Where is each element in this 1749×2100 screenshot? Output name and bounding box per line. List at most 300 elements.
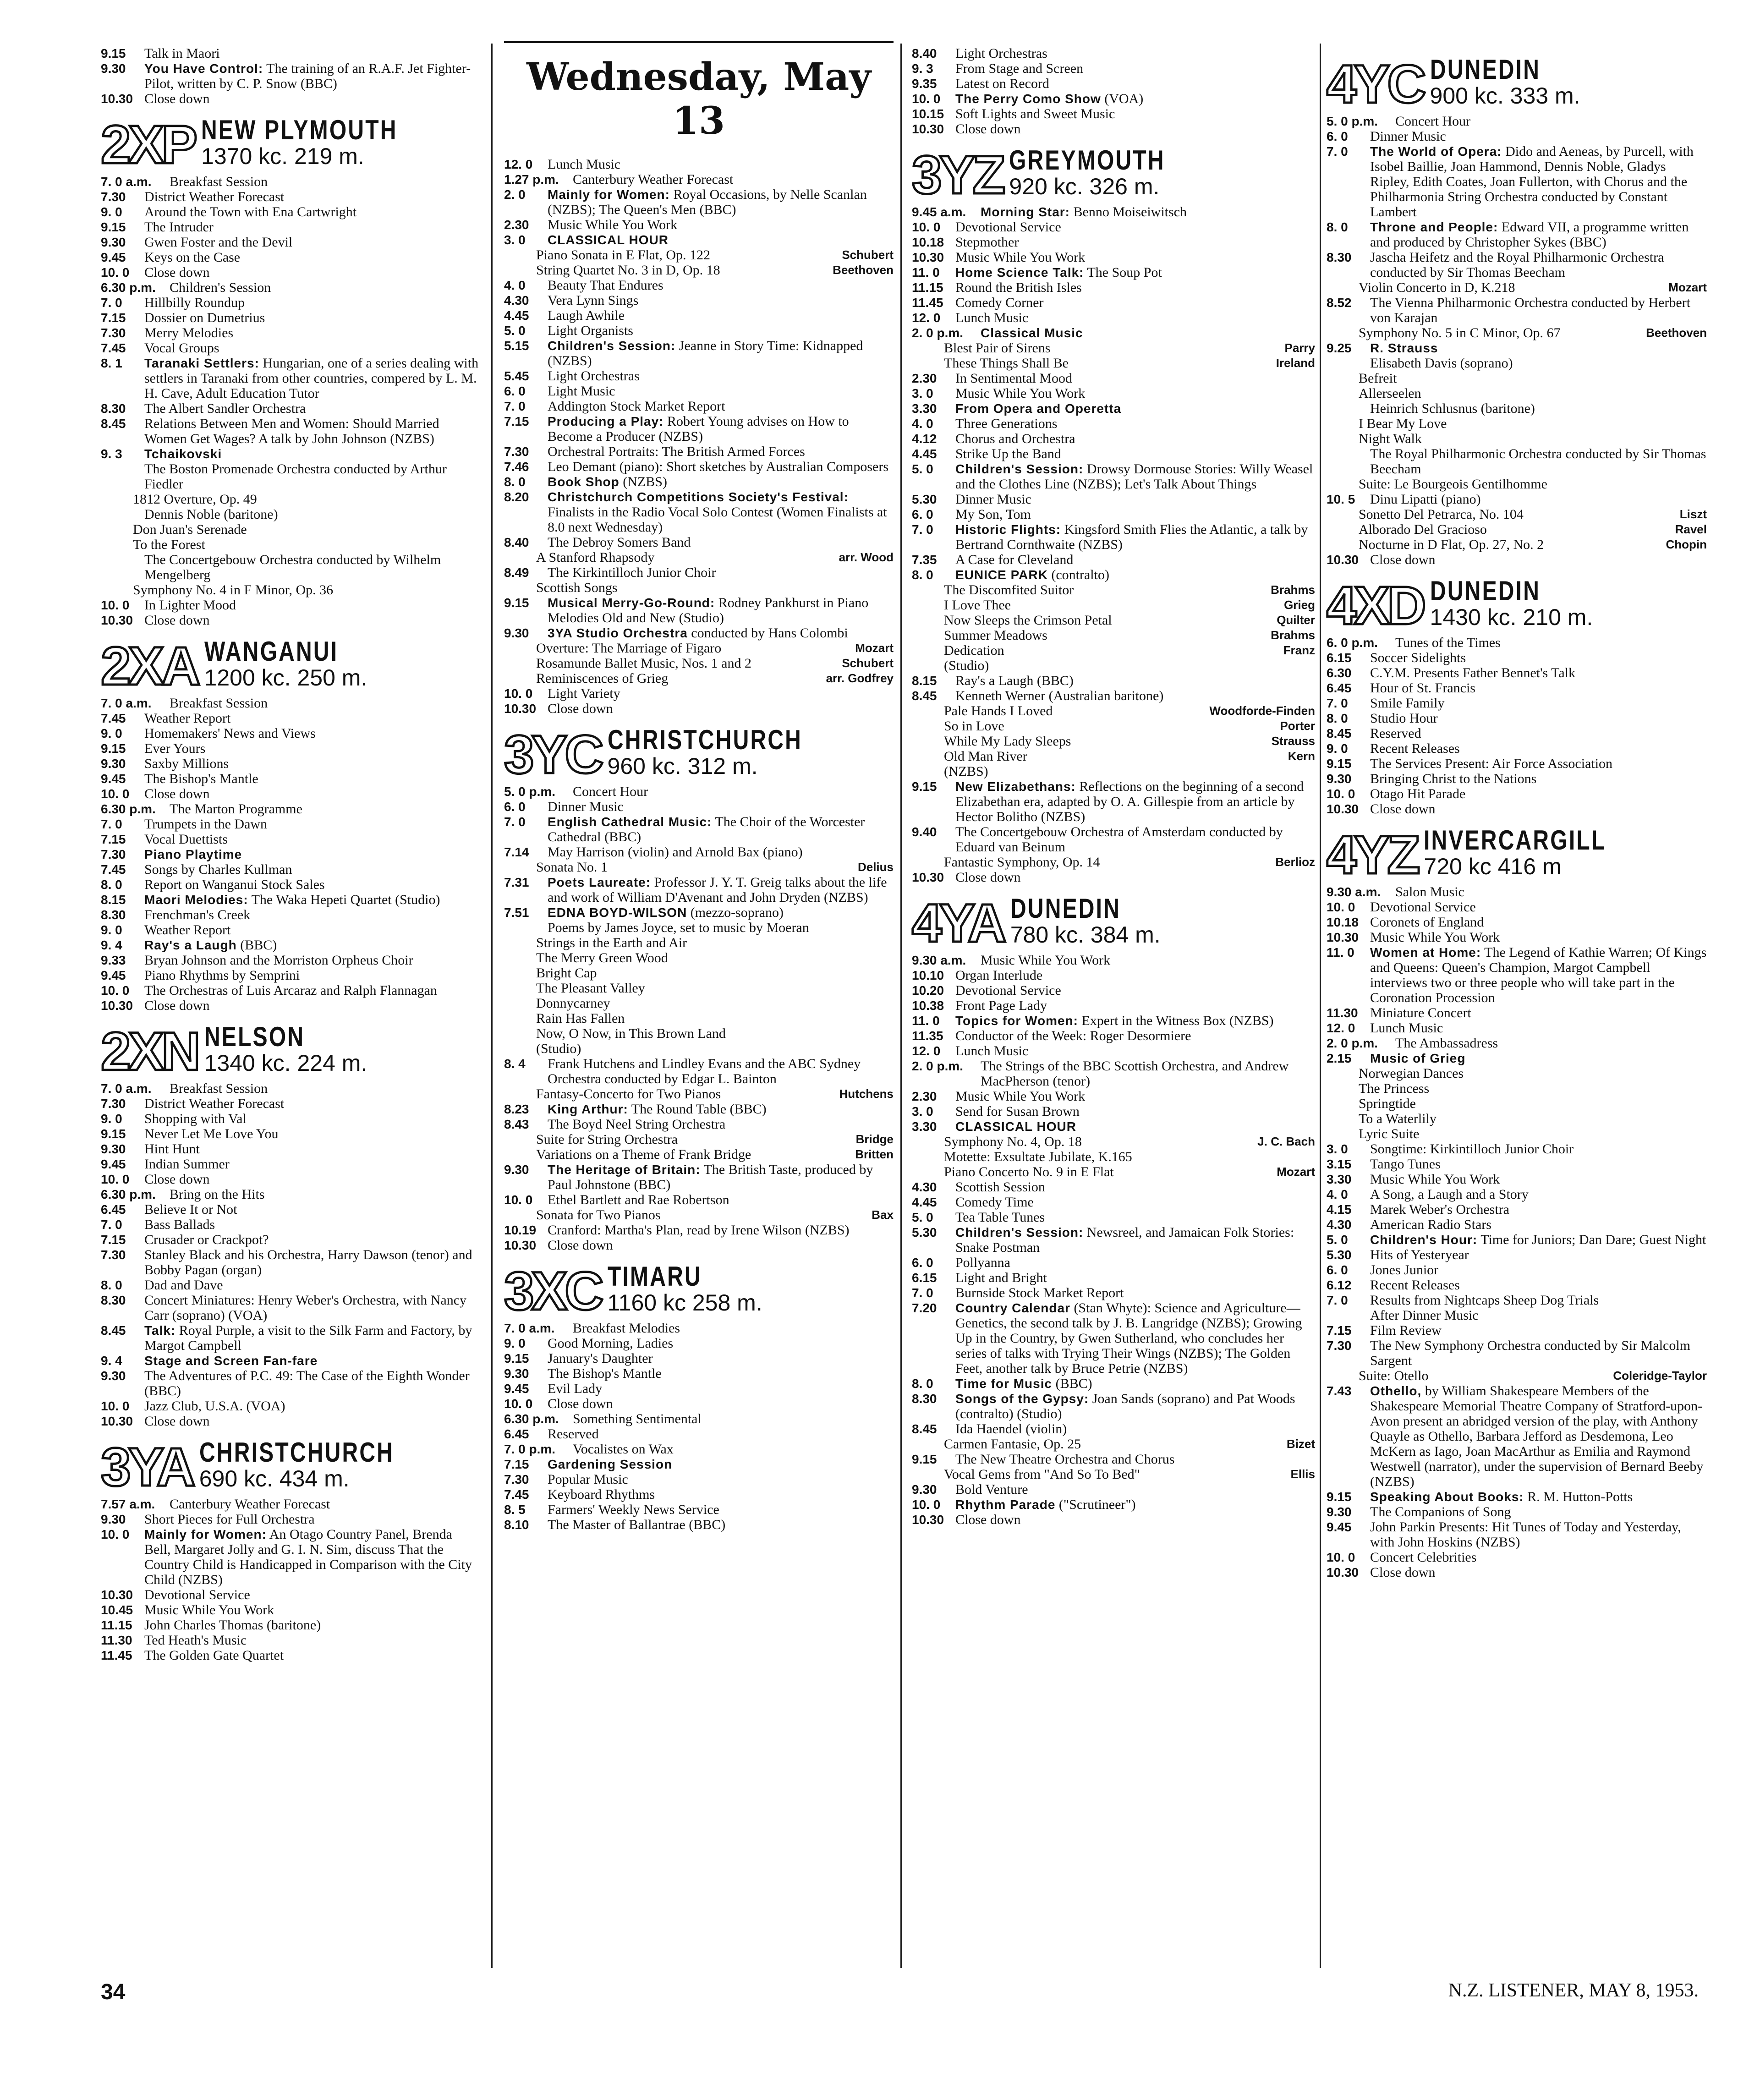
programme-description: Newsreel, and Jamaican Folk Stories: Snake Postman — [955, 1225, 1294, 1255]
programme-detail — [1327, 537, 1707, 552]
programme-detail — [504, 1132, 894, 1147]
programme-description: Music While You Work — [955, 250, 1086, 265]
programme-entry — [1327, 930, 1707, 945]
programme-time: 9.15 — [504, 596, 529, 610]
composer-name: Mozart — [1668, 280, 1707, 294]
station-block — [1327, 577, 1707, 817]
programme-text — [144, 922, 481, 938]
composer-name: Woodforde-Finden — [1209, 704, 1315, 718]
programme-text — [955, 280, 1315, 295]
detail-title: (Studio) — [944, 658, 989, 673]
programme-text — [1370, 129, 1707, 144]
programme-description: Royal Purple, a visit to the Silk Farm and Factory, by Margot Campbell — [144, 1323, 472, 1353]
programme-description: Close down — [144, 91, 210, 106]
programme-text — [955, 1482, 1315, 1497]
programme-text — [548, 157, 894, 172]
composer-name: Coleridge-Taylor — [1613, 1369, 1707, 1382]
programme-detail — [912, 1467, 1315, 1482]
programme-description: From Stage and Screen — [955, 61, 1084, 76]
programme-entry — [504, 489, 894, 535]
programme-time: 8. 0 — [1327, 220, 1348, 234]
programme-entry — [504, 172, 894, 187]
programme-description: The Golden Gate Quartet — [144, 1648, 284, 1663]
station-frequency: 960 kc. 312 m. — [607, 753, 758, 779]
programme-detail — [101, 522, 481, 537]
programme-text — [955, 1104, 1315, 1119]
programme-entry — [101, 847, 481, 862]
programme-time: 6. 0 — [504, 384, 526, 398]
programme-description: The Boston Promenade Orchestra conducted by Arthur Fiedler — [144, 461, 447, 492]
programme-entry — [1327, 899, 1707, 915]
programme-detail — [1327, 1111, 1707, 1126]
programme-entry — [504, 399, 894, 414]
programme-title: Piano Playtime — [144, 847, 242, 861]
station-name: NELSON — [204, 1021, 305, 1052]
station-block — [101, 638, 481, 1013]
programme-entry — [504, 459, 894, 474]
programme-time: 9.15 — [1327, 757, 1352, 771]
programme-time — [101, 552, 144, 582]
programme-time: 3.30 — [912, 1119, 937, 1134]
programme-time — [1327, 356, 1370, 371]
programme-description: Reflections on the beginning of a second Elizabethan era, adapted by O. A. Gillespie from an article by Hector Bolitho (NZBS) — [955, 779, 1304, 824]
station-name: NEW PLYMOUTH — [201, 115, 398, 145]
programme-title: Mainly for Women: — [548, 187, 670, 202]
detail-title: I Love Thee — [944, 598, 1011, 613]
station-frequency: 1430 kc. 210 m. — [1430, 604, 1593, 630]
programme-entry — [101, 189, 481, 204]
detail-title: So in Love — [944, 718, 1004, 734]
programme-description: Close down — [548, 1396, 613, 1411]
programme-description: Merry Melodies — [144, 325, 234, 340]
programme-description: The British Taste, produced by Paul Johnstone (BBC) — [548, 1162, 873, 1192]
programme-time: 10.18 — [912, 235, 944, 249]
programme-text — [144, 1617, 481, 1633]
programme-description: Otago Hit Parade — [1370, 786, 1466, 801]
programme-entry — [1327, 665, 1707, 680]
programme-time: 9.15 — [1327, 1490, 1352, 1504]
programme-description: Close down — [1370, 552, 1436, 567]
programme-text — [548, 625, 894, 641]
station-info — [608, 1263, 762, 1315]
programme-text — [955, 295, 1315, 310]
programme-time: 2. 0 p.m. — [1327, 1036, 1378, 1050]
station-info — [1010, 895, 1161, 947]
programme-text — [144, 847, 481, 862]
programme-text — [955, 1300, 1315, 1376]
programme-time: 10.30 — [912, 870, 944, 884]
programme-time: 10.30 — [504, 702, 537, 716]
programme-description: Rodney Pankhurst in Piano Melodies Old and New (Studio) — [548, 595, 869, 625]
programme-description: Music While You Work — [981, 953, 1111, 968]
programme-time: 8.45 — [101, 1323, 126, 1338]
programme-time: 10.30 — [912, 250, 944, 264]
programme-entry — [912, 824, 1315, 855]
detail-title: Symphony No. 4, Op. 18 — [944, 1134, 1082, 1149]
programme-description: The Albert Sandler Orchestra — [144, 401, 306, 416]
programme-description: In Lighter Mood — [144, 598, 236, 613]
programme-description: Frank Hutchens and Lindley Evans and the ABC Sydney Orchestra conducted by Edgar L. Bainton — [548, 1056, 861, 1086]
programme-description: Breakfast Session — [170, 1081, 268, 1096]
station-info — [1009, 147, 1204, 199]
programme-text — [955, 824, 1315, 855]
programme-description: The Debroy Somers Band — [548, 535, 691, 550]
programme-entry — [912, 1195, 1315, 1210]
programme-time: 8. 0 — [912, 1376, 933, 1391]
programme-text — [144, 1293, 481, 1323]
programme-description: Smile Family — [1370, 696, 1445, 711]
composer-name: Bax — [872, 1208, 894, 1222]
programme-text — [1370, 1202, 1707, 1217]
programme-description: The Adventures of P.C. 49: The Case of the Eighth Wonder (BBC) — [144, 1368, 470, 1398]
programme-entry — [504, 1502, 894, 1517]
detail-title: Carmen Fantasie, Op. 25 — [944, 1437, 1081, 1452]
programme-entry — [912, 416, 1315, 431]
detail-title: String Quartet No. 3 in D, Op. 18 — [536, 263, 720, 278]
composer-name: Liszt — [1679, 507, 1707, 521]
programme-time: 5.45 — [504, 369, 529, 383]
programme-description: Dinner Music — [955, 492, 1031, 507]
programme-entry — [101, 1398, 481, 1414]
programme-entry — [912, 688, 1315, 703]
programme-text — [1370, 1519, 1707, 1550]
programme-entry — [504, 565, 894, 580]
programme-detail — [1327, 386, 1707, 401]
programme-text — [1370, 219, 1707, 250]
programme-text — [144, 1217, 481, 1232]
programme-entry — [912, 998, 1315, 1013]
station-block — [504, 1263, 894, 1532]
programme-text — [1370, 356, 1707, 371]
programme-description: (VOA) — [1104, 91, 1144, 106]
programme-text — [955, 106, 1315, 121]
programme-entry — [504, 232, 894, 247]
programme-time: 5.15 — [504, 339, 529, 353]
programme-entry — [101, 801, 481, 817]
programme-entry — [1327, 1565, 1707, 1580]
programme-time: 8.40 — [504, 535, 529, 549]
programme-detail — [504, 935, 894, 950]
programme-text — [1370, 340, 1707, 356]
programme-title: Mainly for Women: — [144, 1527, 267, 1541]
programme-entry — [1327, 144, 1707, 219]
detail-title: I Bear My Love — [1359, 416, 1447, 431]
programme-time: 9.45 a.m. — [912, 205, 966, 219]
programme-entry — [504, 1192, 894, 1207]
programme-entry — [504, 1223, 894, 1238]
programme-text — [548, 565, 894, 580]
programme-time: 4.30 — [912, 1180, 937, 1194]
programme-description: Hour of St. Francis — [1370, 680, 1475, 696]
programme-description: Drowsy Dormouse Stories: Willy Weasel and the Clothes Line (NZBS); Let's Talk About Things — [955, 461, 1313, 492]
programme-time: 12. 0 — [504, 157, 533, 171]
programme-description: Vocal Groups — [144, 340, 219, 356]
programme-entry — [912, 1043, 1315, 1058]
programme-description: Ray's a Laugh (BBC) — [955, 673, 1074, 688]
programme-description: Ever Yours — [144, 741, 206, 756]
composer-name: Parry — [1284, 341, 1315, 355]
detail-title: Suite for String Orchestra — [536, 1132, 678, 1147]
station-header — [101, 1021, 481, 1082]
programme-time: 10. 0 — [504, 1397, 533, 1411]
programme-entry — [504, 1056, 894, 1086]
programme-time: 10.30 — [1327, 802, 1359, 816]
programme-description: Crusader or Crackpot? — [144, 1232, 269, 1247]
programme-time: 6.15 — [1327, 651, 1352, 665]
programme-description: Lunch Music — [955, 310, 1029, 325]
programme-entry — [101, 1157, 481, 1172]
programme-text — [1370, 915, 1707, 930]
programme-time: 6.45 — [101, 1202, 126, 1217]
programme-entry — [504, 535, 894, 550]
detail-title: Symphony No. 5 in C Minor, Op. 67 — [1359, 325, 1561, 340]
programme-description: Frenchman's Creek — [144, 907, 251, 922]
programme-entry — [912, 1497, 1315, 1512]
programme-text — [144, 1096, 481, 1111]
programme-time: 8.30 — [101, 1293, 126, 1307]
programme-description: The Orchestras of Luis Arcaraz and Ralph Flannagan — [144, 983, 437, 998]
station-block — [1327, 56, 1707, 567]
programme-time: 8. 0 — [1327, 711, 1348, 725]
programme-detail — [504, 1041, 894, 1056]
programme-description: Music While You Work — [144, 1602, 274, 1617]
programme-detail — [912, 340, 1315, 356]
programme-text — [1370, 1565, 1707, 1580]
programme-description: by William Shakespeare Members of the Shakespeare Memorial Theatre Company of Stratford-upon-Avon present an abridged version of the play, with Anthony Quayle as Othello, Barbara Jefford as Desdemona, Leo McKern as Iago, Joan MacArthur as Emilia and Raymond Westwell (narrator), under the supervision of Bernard Beeby (NZBS) — [1370, 1383, 1704, 1489]
programme-description: Music While You Work — [1370, 930, 1500, 945]
programme-time: 3.15 — [1327, 1157, 1352, 1171]
programme-time: 11.45 — [912, 296, 943, 310]
programme-time — [101, 461, 144, 492]
programme-time: 9.45 — [101, 1157, 126, 1171]
programme-text — [1370, 711, 1707, 726]
programme-entry — [1327, 219, 1707, 250]
programme-detail — [101, 537, 481, 552]
programme-text — [548, 875, 894, 905]
programme-text — [548, 686, 894, 701]
station-callsign: 2XP — [101, 115, 195, 175]
programme-entry — [101, 741, 481, 756]
programme-text — [955, 265, 1315, 280]
programme-entry — [912, 235, 1315, 250]
programme-entry — [1327, 1550, 1707, 1565]
programme-time: 10.38 — [912, 998, 944, 1013]
programme-time: 10.45 — [101, 1603, 133, 1617]
programme-entry — [1327, 680, 1707, 696]
programme-description: Close down — [548, 1238, 613, 1253]
programme-description: Round the British Isles — [955, 280, 1082, 295]
programme-time: 10. 0 — [504, 686, 533, 701]
programme-description: After Dinner Music — [1370, 1308, 1479, 1323]
programme-text — [1370, 1247, 1707, 1262]
programme-text — [1370, 726, 1707, 741]
programme-time: 9. 3 — [101, 447, 122, 461]
programme-text — [144, 1527, 481, 1587]
programme-entry — [1327, 552, 1707, 567]
detail-title: The Pleasant Valley — [536, 981, 645, 996]
programme-entry — [912, 446, 1315, 461]
programme-detail — [912, 1164, 1315, 1179]
detail-title: Overture: The Marriage of Figaro — [536, 641, 722, 656]
programme-description: Light Orchestras — [548, 368, 640, 384]
programme-entry — [912, 1482, 1315, 1497]
programme-entry — [912, 325, 1315, 340]
programme-time: 7.30 — [1327, 1338, 1352, 1353]
programme-entry — [1327, 1293, 1707, 1308]
programme-description: Relations Between Men and Women: Should Married Women Get Wages? A talk by John Johnson (NZBS) — [144, 416, 439, 446]
programme-text — [1370, 1051, 1707, 1066]
programme-title: R. Strauss — [1370, 341, 1438, 355]
programme-text — [1370, 401, 1707, 416]
station-header — [504, 1261, 894, 1321]
programme-text — [1370, 1323, 1707, 1338]
programme-entry — [101, 756, 481, 771]
programme-text — [144, 1232, 481, 1247]
programme-time: 5. 0 — [504, 323, 526, 338]
programme-entry — [101, 204, 481, 219]
programme-detail — [1327, 522, 1707, 537]
programme-time: 7.57 a.m. — [101, 1497, 155, 1511]
detail-title: Reminiscences of Grieg — [536, 671, 669, 686]
programme-description: The Round Table (BBC) — [631, 1102, 767, 1117]
programme-description: Weather Report — [144, 922, 231, 938]
programme-description: Report on Wanganui Stock Sales — [144, 877, 325, 892]
programme-detail — [1327, 1096, 1707, 1111]
programme-text — [1395, 114, 1707, 129]
programme-text — [955, 688, 1315, 703]
programme-time: 10.10 — [912, 968, 944, 982]
programme-entry — [101, 938, 481, 953]
programme-title: CLASSICAL HOUR — [548, 233, 669, 247]
programme-description: Hits of Yesteryear — [1370, 1247, 1469, 1262]
programme-entry — [101, 1202, 481, 1217]
programme-time: 10. 0 — [1327, 1550, 1355, 1564]
programme-description: Keyboard Rhythms — [548, 1487, 655, 1502]
programme-description: The Concertgebouw Orchestra of Amsterdam conducted by Eduard van Beinum — [955, 824, 1283, 855]
programme-time: 8.30 — [1327, 250, 1352, 264]
programme-text — [1370, 680, 1707, 696]
programme-title: King Arthur: — [548, 1102, 628, 1116]
programme-text — [548, 323, 894, 338]
programme-time: 8. 1 — [101, 356, 122, 370]
programme-entry — [504, 1442, 894, 1457]
programme-description: Songs by Charles Kullman — [144, 862, 292, 877]
programme-time: 10. 0 — [101, 787, 130, 801]
programme-entry — [912, 121, 1315, 137]
programme-title: Home Science Talk: — [955, 265, 1084, 280]
programme-text — [955, 91, 1315, 106]
programme-text — [144, 295, 481, 310]
programme-entry — [1327, 1141, 1707, 1157]
programme-description: Beauty That Endures — [548, 278, 663, 293]
programme-entry — [1327, 635, 1707, 650]
programme-entry — [504, 1517, 894, 1532]
programme-time: 4. 0 — [912, 417, 933, 431]
programme-entry — [1327, 945, 1707, 1005]
programme-entry — [101, 401, 481, 416]
programme-text — [144, 1202, 481, 1217]
programme-description: Light Variety — [548, 686, 620, 701]
detail-title: Nocturne in D Flat, Op. 27, No. 2 — [1359, 537, 1544, 552]
programme-text — [170, 1187, 481, 1202]
programme-entry — [101, 356, 481, 401]
programme-title: EDNA BOYD-WILSON — [548, 905, 687, 920]
programme-entry — [504, 686, 894, 701]
programme-description: Never Let Me Love You — [144, 1126, 279, 1141]
programme-entry — [1327, 696, 1707, 711]
programme-time — [504, 920, 548, 935]
programme-entry — [101, 817, 481, 832]
detail-title: The Discomfited Suitor — [944, 582, 1074, 598]
programme-description: (Stan Whyte): Science and Agriculture—Genetics, the second talk by J. B. Langridge (NZBS); Growing Up in the Country, by Gwen Sutherland, who concludes her series of talks with Trying Their Wings (NZBS); The Golden Feet, another talk by Bruce Petrie (NZBS) — [955, 1300, 1302, 1376]
programme-text — [955, 1028, 1315, 1043]
programme-text — [1370, 446, 1707, 477]
programme-text — [548, 701, 894, 716]
programme-time: 8.20 — [504, 490, 529, 504]
detail-title: Strings in the Earth and Air — [536, 935, 687, 950]
programme-title: Classical Music — [981, 326, 1083, 340]
programme-entry — [101, 1617, 481, 1633]
composer-name: Grieg — [1284, 598, 1315, 612]
programme-entry — [504, 1238, 894, 1253]
programme-detail — [912, 613, 1315, 628]
programme-entry — [101, 832, 481, 847]
station-block — [504, 157, 894, 716]
programme-entry — [1327, 1157, 1707, 1172]
programme-entry — [912, 1089, 1315, 1104]
programme-description: Joan Sands (soprano) and Pat Woods (contralto) (Studio) — [955, 1391, 1295, 1421]
programme-detail — [504, 263, 894, 278]
programme-text — [955, 76, 1315, 91]
programme-text — [144, 1278, 481, 1293]
programme-description: Pollyanna — [955, 1255, 1010, 1270]
programme-description: Professor J. Y. T. Greig talks about the life and work of William D'Avenant and John Dryden (NZBS) — [548, 875, 887, 905]
detail-title: A Stanford Rhapsody — [536, 550, 655, 565]
programme-text — [955, 61, 1315, 76]
composer-name: Franz — [1283, 643, 1315, 657]
programme-text — [955, 1013, 1315, 1028]
detail-title: Dedication — [944, 643, 1004, 658]
programme-time: 8.30 — [101, 908, 126, 922]
programme-title: Speaking About Books: — [1370, 1490, 1524, 1504]
programme-time: 10. 0 — [1327, 900, 1355, 914]
programme-title: The Heritage of Britain: — [548, 1162, 701, 1177]
programme-time: 9. 3 — [912, 61, 933, 76]
programme-time: 11.30 — [101, 1633, 132, 1647]
detail-title: 1812 Overture, Op. 49 — [133, 492, 257, 507]
programme-text — [955, 968, 1315, 983]
programme-description: An Otago Country Panel, Brenda Bell, Margaret Jolly and G. I. N. Sim, discuss That the Country Child is Handicapped in Comparison with the City Child (NZBS) — [144, 1527, 472, 1587]
programme-entry — [912, 91, 1315, 106]
programme-time: 6. 0 p.m. — [1327, 636, 1378, 650]
programme-entry — [101, 1497, 481, 1512]
composer-name: Brahms — [1271, 583, 1315, 597]
programme-text — [1370, 786, 1707, 801]
programme-text — [955, 983, 1315, 998]
programme-text — [981, 953, 1315, 968]
programme-time: 7.45 — [504, 1487, 529, 1502]
programme-description: Light and Bright — [955, 1270, 1047, 1285]
programme-time: 7. 0 — [1327, 144, 1348, 159]
programme-entry — [101, 1602, 481, 1617]
programme-text — [955, 235, 1315, 250]
programme-text — [955, 1512, 1315, 1527]
programme-description: Send for Susan Brown — [955, 1104, 1080, 1119]
programme-detail — [912, 1149, 1315, 1164]
programme-time: 2. 0 — [504, 187, 526, 202]
station-header — [1327, 825, 1707, 885]
programme-text — [955, 310, 1315, 325]
